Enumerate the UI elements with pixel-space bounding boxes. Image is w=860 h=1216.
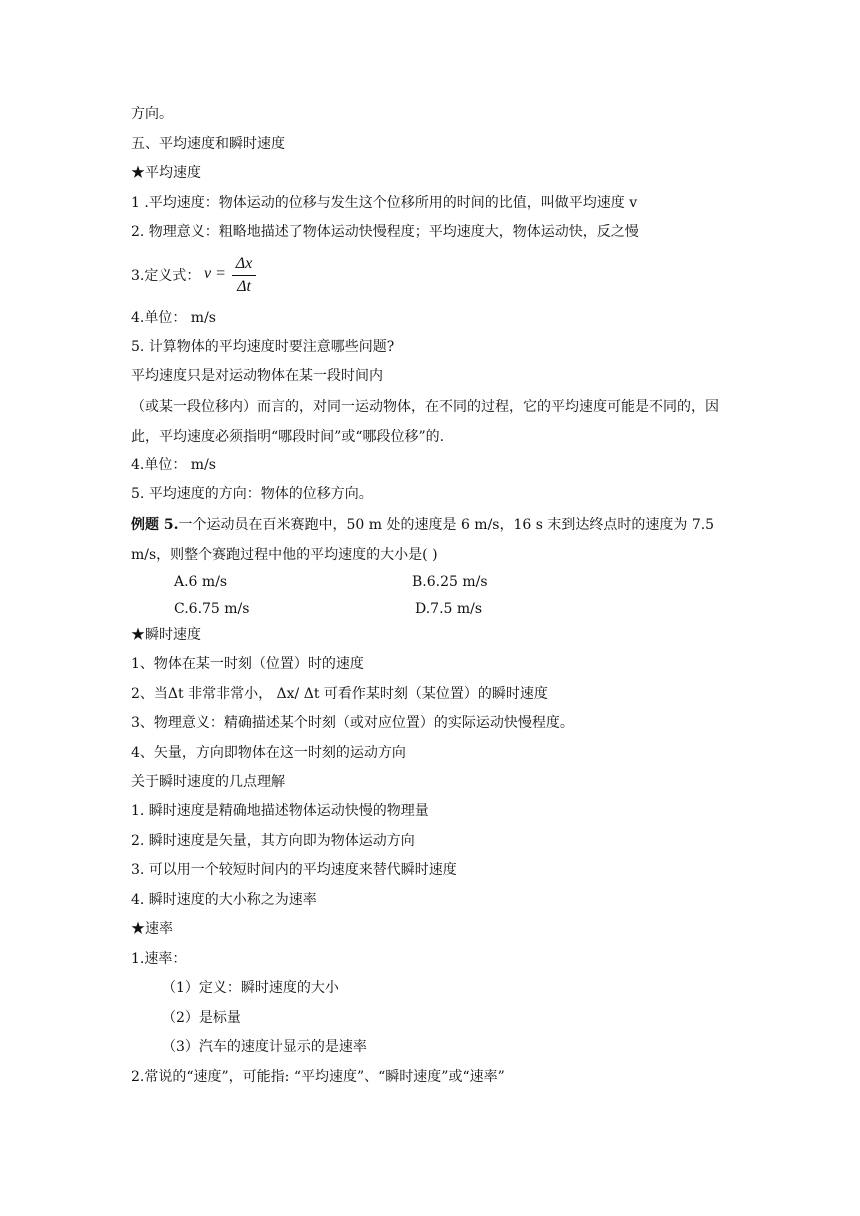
formula-lhs: v = xyxy=(204,265,226,282)
subsection-heading: ★瞬时速度 xyxy=(131,627,201,643)
text-line: 5. 平均速度的方向：物体的位移方向。 xyxy=(131,486,373,502)
formula-denominator: Δt xyxy=(237,278,251,295)
text-line: （2）是标量 xyxy=(162,1010,241,1026)
text-line: （1）定义：瞬时速度的大小 xyxy=(162,980,339,996)
text-line: 平均速度只是对运动物体在某一段时间内 xyxy=(131,368,383,384)
text-line: （3）汽车的速度计显示的是速率 xyxy=(162,1039,367,1055)
text-line: 4.单位： m/s xyxy=(131,457,216,473)
formula-fraction xyxy=(232,255,256,296)
fraction-bar xyxy=(232,275,256,276)
example-label: 例题 5. xyxy=(131,517,179,533)
subsection-heading: ★平均速度 xyxy=(131,165,201,181)
subsection-heading: ★速率 xyxy=(131,921,173,937)
text-line: 4. 瞬时速度的大小称之为速率 xyxy=(131,892,317,908)
text-line: 方向。 xyxy=(131,106,173,122)
option-a: A.6 m/s xyxy=(174,574,228,590)
option-b: B.6.25 m/s xyxy=(412,574,488,590)
formula-label: 3.定义式： xyxy=(131,268,201,284)
text-line: 2. 物理意义：粗略地描述了物体运动快慢程度；平均速度大，物体运动快，反之慢 xyxy=(131,224,639,240)
option-d: D.7.5 m/s xyxy=(415,601,483,617)
text-line: 1. 瞬时速度是精确地描述物体运动快慢的物理量 xyxy=(131,803,429,819)
text-line: 2.常说的“速度”，可能指: “平均速度”、“瞬时速度”或“速率” xyxy=(131,1069,505,1085)
text-line: 4、矢量，方向即物体在这一时刻的运动方向 xyxy=(131,745,406,761)
option-c: C.6.75 m/s xyxy=(174,601,250,617)
text-line: 2、当Δt 非常非常小， Δx/ Δt 可看作某时刻（某位置）的瞬时速度 xyxy=(131,686,548,702)
text-line: 1 .平均速度：物体运动的位移与发生这个位移所用的时间的比值，叫做平均速度 v xyxy=(131,195,638,211)
section-heading: 五、平均速度和瞬时速度 xyxy=(131,136,285,152)
example-question xyxy=(131,511,731,570)
text-line: 关于瞬时速度的几点理解 xyxy=(131,774,285,790)
text-line: 5. 计算物体的平均速度时要注意哪些问题? xyxy=(131,339,395,355)
text-line: 1.速率： xyxy=(131,951,187,967)
text-line: 1、物体在某一时刻（位置）时的速度 xyxy=(131,656,364,672)
text-line: 3、物理意义：精确描述某个时刻（或对应位置）的实际运动快慢程度。 xyxy=(131,715,574,731)
text-line: 4.单位： m/s xyxy=(131,310,216,326)
example-text: 一个运动员在百米赛跑中，50 m 处的速度是 6 m/s，16 s 末到达终点时的速度为 7.5 m/s，则整个赛跑过程中他的平均速度的大小是( ) xyxy=(131,517,715,563)
paragraph: （或某一段位移内）而言的，对同一运动物体，在不同的过程，它的平均速度可能是不同的，因此，平均速度必须指明“哪段时间”或“哪段位移”的. xyxy=(131,399,719,445)
text-line: 3. 可以用一个较短时间内的平均速度来替代瞬时速度 xyxy=(131,862,457,878)
text-line: 2. 瞬时速度是矢量，其方向即为物体运动方向 xyxy=(131,833,415,849)
formula-numerator: Δx xyxy=(235,255,253,272)
